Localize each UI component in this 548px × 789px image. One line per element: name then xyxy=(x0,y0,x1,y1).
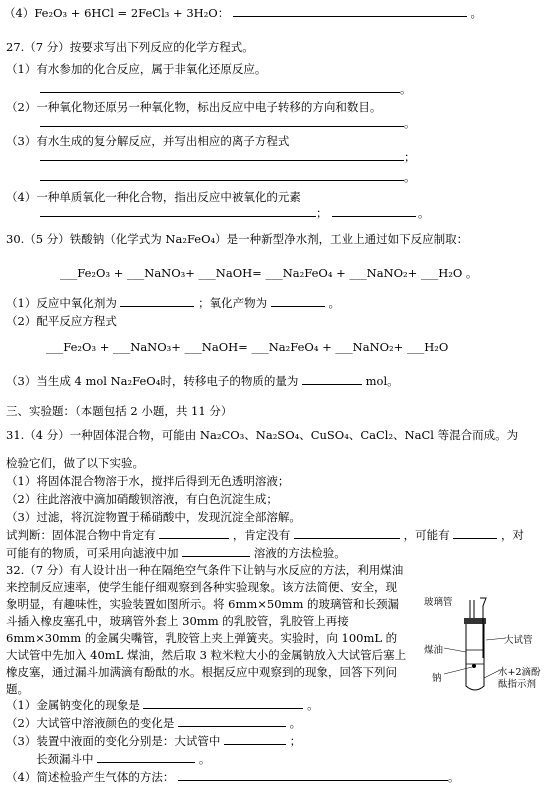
answer-blank[interactable] xyxy=(182,546,250,557)
q30-1-text: （1）反应中氧化剂为 xyxy=(6,296,117,310)
funnel-tube xyxy=(480,598,486,658)
answer-rule[interactable] xyxy=(40,160,404,161)
label-water: 水+2滴酚 xyxy=(498,667,541,678)
q27-title xyxy=(6,40,254,54)
big-test-tube xyxy=(466,624,484,690)
q30-1b-text: ；氧化产物为 xyxy=(198,296,268,310)
period xyxy=(418,206,430,220)
q27-1-text: （1）有水参加的化合反应，属于非氧化还原反应。 xyxy=(6,62,267,76)
q30-1 xyxy=(6,296,340,310)
answer-blank[interactable] xyxy=(224,734,286,745)
q31-3 xyxy=(6,510,301,524)
label-kerosene: 煤油 xyxy=(424,645,444,656)
answer-rule[interactable] xyxy=(40,180,404,181)
semicolon: ； xyxy=(289,734,302,748)
label-water-2: 酞指示剂 xyxy=(498,679,537,690)
q32-4 xyxy=(6,770,459,784)
period-text: 。 xyxy=(400,82,412,96)
q32-3-text: （3）装置中液面的变化分别是：大试管中 xyxy=(6,734,221,748)
q31-judge-cont-text-2: 溶液的方法检验。 xyxy=(253,546,346,560)
q27-4 xyxy=(6,190,301,204)
label-leader xyxy=(444,667,472,674)
answer-rule[interactable] xyxy=(40,126,404,127)
q30-2 xyxy=(6,314,117,328)
answer-blank[interactable] xyxy=(143,698,303,709)
q31-judge-text-2: ，肯定没有 xyxy=(232,528,291,542)
period xyxy=(404,116,416,130)
answer-blank[interactable] xyxy=(178,770,448,781)
q30-3-text: （3）当生成 4 mol Na₂FeO₄时，转移电子的物质的量为 xyxy=(6,374,299,388)
answer-rule[interactable] xyxy=(40,92,400,93)
semicolon xyxy=(404,150,416,164)
answer-blank[interactable] xyxy=(294,528,400,539)
answer-blank[interactable] xyxy=(178,716,286,727)
q31-3-text: （3）过滤，将沉淀物置于稀硝酸中，发现沉淀全部溶解。 xyxy=(6,510,301,524)
answer-blank[interactable] xyxy=(271,296,325,307)
q31-judge-text: 试判断：固体混合物中肯定有 xyxy=(6,528,156,542)
q-prev-4-text: （4）Fe₂O₃ + 6HCl = 2FeCl₃ + 3H₂O： xyxy=(4,6,230,20)
semicolon-text: ； xyxy=(404,150,416,164)
period: 。 xyxy=(328,296,340,310)
q31-judge-cont-text: 可能有的物质，可采用向滤液中加 xyxy=(6,546,179,560)
q27-1 xyxy=(6,62,266,76)
period-text: 。 xyxy=(404,116,416,130)
label-leader xyxy=(486,638,506,640)
label-leader xyxy=(444,648,466,652)
equation-1 xyxy=(60,266,477,280)
semicolon xyxy=(316,206,328,220)
q32-3b xyxy=(36,752,210,766)
q30-title-text: 30.（5 分）铁酸钠（化学式为 Na₂FeO₄）是一种新型净水剂，工业上通过如下反应制取： xyxy=(6,232,469,246)
q30-title xyxy=(6,232,468,246)
answer-rule[interactable] xyxy=(332,216,416,217)
q31-1-text: （1）将固体混合物溶于水，搅拌后得到无色透明溶液； xyxy=(6,474,290,488)
answer-blank[interactable] xyxy=(453,528,497,539)
q32-1 xyxy=(6,698,319,712)
q27-3-text: （3）有水生成的复分解反应，并写出相应的离子方程式 xyxy=(6,134,290,148)
q30-3b-text: mol。 xyxy=(365,374,399,388)
q27-3 xyxy=(6,134,289,148)
q31-title-text: 31.（4 分）一种固体混合物，可能由 Na₂CO₃、Na₂SO₄、CuSO₄、CaCl₂、NaCl 等混合而成。为 xyxy=(6,428,519,442)
answer-blank[interactable] xyxy=(159,528,229,539)
period: 。 xyxy=(470,6,483,20)
section-3-text: 三、实验题：（本题包括 2 小题，共 11 分） xyxy=(6,404,233,418)
equation-2 xyxy=(46,340,448,354)
answer-blank[interactable] xyxy=(97,752,195,763)
equation-2-text: ___Fe₂O₃ + ___NaNO₃+ ___NaOH= ___Na₂FeO₄ + ___NaNO₂+ ___H₂O xyxy=(46,340,449,354)
period-text: 。 xyxy=(404,170,416,184)
q30-2-text: （2）配平反应方程式 xyxy=(6,314,117,328)
section-3-title xyxy=(6,404,232,418)
label-sodium: 钠 xyxy=(432,673,442,684)
q32-3 xyxy=(6,734,301,748)
q31-judge xyxy=(6,528,524,542)
period xyxy=(400,82,412,96)
period-text: 。 xyxy=(418,206,430,220)
answer-blank[interactable] xyxy=(302,374,362,385)
q31-1 xyxy=(6,474,289,488)
period: 。 xyxy=(307,698,319,712)
q31-judge-cont xyxy=(6,546,346,560)
sodium-dot xyxy=(472,664,476,668)
q30-3 xyxy=(6,374,399,388)
q31-2 xyxy=(6,492,278,506)
answer-blank[interactable] xyxy=(233,6,467,17)
q31-cont xyxy=(6,456,144,470)
label-glass-tube: 玻璃管 xyxy=(424,597,453,608)
answer-rule[interactable] xyxy=(40,216,316,217)
q32-2 xyxy=(6,716,301,730)
q31-2-text: （2）往此溶液中滴加硝酸钡溶液，有白色沉淀生成； xyxy=(6,492,278,506)
q27-2-text: （2）一种氧化物还原另一种氧化物，标出反应中电子转移的方向和数目。 xyxy=(6,100,382,114)
answer-blank[interactable] xyxy=(120,296,194,307)
q31-cont-text: 检验它们，做了以下实验。 xyxy=(6,456,144,470)
q27-title-text: 27.（7 分）按要求写出下列反应的化学方程式。 xyxy=(6,40,254,54)
apparatus-diagram xyxy=(424,594,544,698)
q27-2 xyxy=(6,100,381,114)
q-prev-4 xyxy=(4,6,482,20)
period: 。 xyxy=(289,716,302,730)
q32-2-text: （2）大试管中溶液颜色的变化是 xyxy=(6,716,175,730)
period xyxy=(404,170,416,184)
q31-title xyxy=(6,428,518,442)
equation-1-text: ___Fe₂O₃ + ___NaNO₃+ ___NaOH= ___Na₂FeO₄ + ___NaNO₂+ ___H₂O 。 xyxy=(60,266,478,280)
period: 。 xyxy=(198,752,211,766)
q32-1-text: （1）金属钠变化的现象是 xyxy=(6,698,140,712)
label-big-tube: 大试管 xyxy=(504,635,533,646)
q32-3b-text: 长颈漏斗中 xyxy=(36,752,94,766)
q31-judge-text-4: ，对 xyxy=(500,528,524,542)
q32-4-text: （4）简述检验产生气体的方法： xyxy=(6,770,175,784)
semicolon-text: ； xyxy=(316,206,328,220)
period: 。 xyxy=(447,770,460,784)
q32-paragraph-text: 32.（7 分）有人设计出一种在隔绝空气条件下让钠与水反应的方法，利用煤油来控制反应速率，使学生能仔细观察到各种实验现象。该方法简便、安全，现象明显，有趣味性，实验装置如图所示。将 6mm×50mm 的玻璃管和长颈漏斗插入橡皮塞孔中，玻璃管外套上 30mm 的乳胶管，乳胶管上再接 6mm×30mm 的金属尖嘴管，乳胶管上夹上弹簧夹。实验时，向 100mL 的大试管中先加入 40mL 煤油，然后取 3 粒米粒大小的金属钠放入大试管后塞上橡皮塞，通过漏斗加满滴有酚酞的水。根据反应中观察到的现象，回答下列问题。 xyxy=(6,563,407,696)
q31-judge-text-3: ，可能有 xyxy=(403,528,450,542)
q27-4-text: （4）一种单质氧化一种化合物，指出反应中被氧化的元素 xyxy=(6,190,301,204)
